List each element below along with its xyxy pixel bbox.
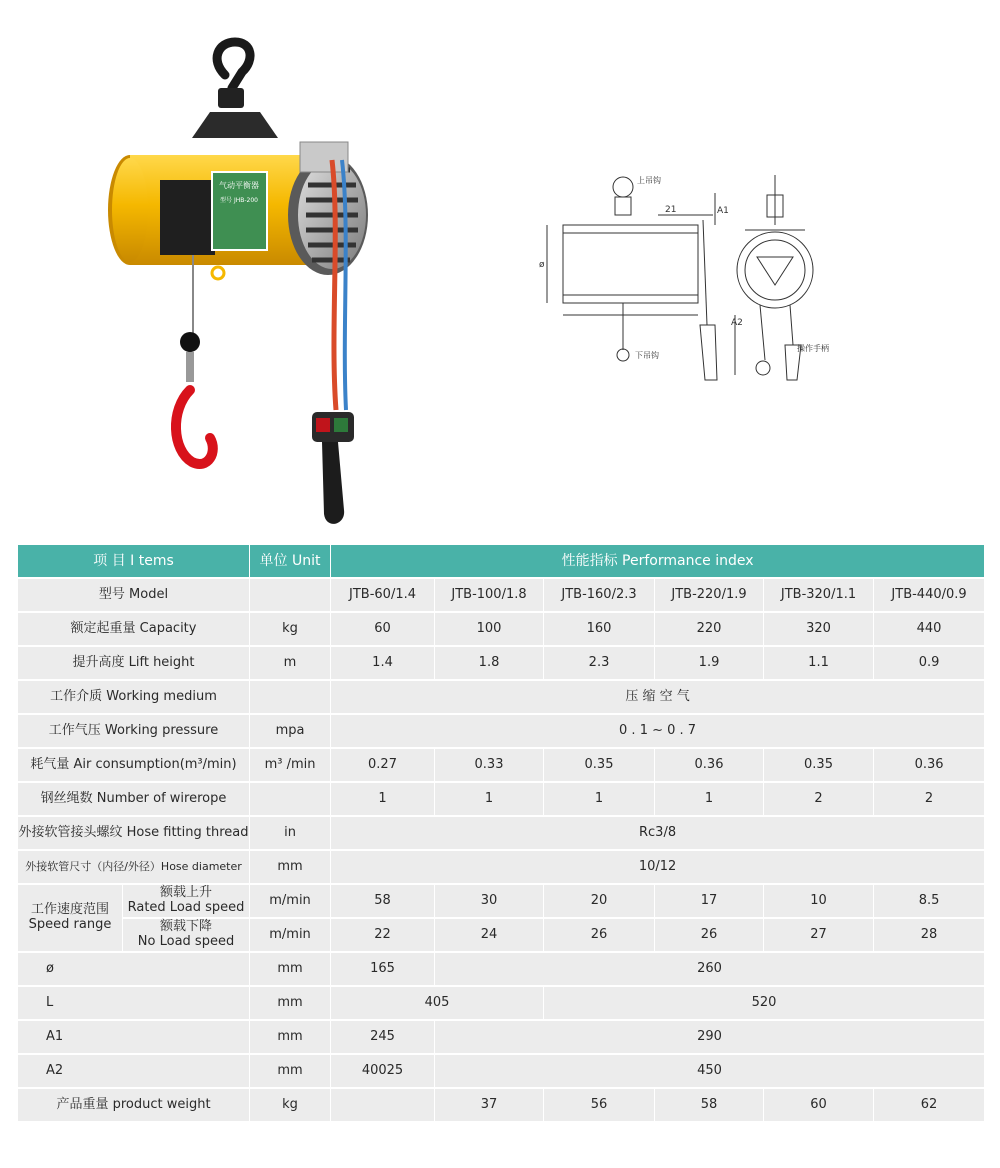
- cell: 62: [874, 1089, 985, 1123]
- nameplate-line-1: 气动平衡器: [219, 181, 259, 190]
- cell: JTB-160/2.3: [544, 579, 655, 613]
- cell: 0.9: [874, 647, 985, 681]
- rated-en: Rated Load speed: [127, 900, 245, 915]
- rated-speed-label: [123, 885, 250, 919]
- cell: 40025: [331, 1055, 435, 1089]
- row-label: 工作气压 Working pressure: [18, 715, 250, 749]
- cell: 10: [764, 885, 874, 919]
- header-items: 项 目 I tems: [18, 545, 250, 579]
- cell: 0.27: [331, 749, 435, 783]
- cell: 2: [874, 783, 985, 817]
- merged-cell: 0 . 1 ~ 0 . 7: [331, 715, 985, 749]
- row-unit: [250, 579, 331, 613]
- row-unit: [250, 681, 331, 715]
- stopper-ball: [180, 332, 200, 352]
- table-row: [18, 681, 985, 715]
- cell: 27: [764, 919, 874, 953]
- cell: 8.5: [874, 885, 985, 919]
- label-dim-a1: A1: [717, 206, 729, 216]
- cell: 22: [331, 919, 435, 953]
- row-label: 型号 Model: [18, 579, 250, 613]
- cell: 60: [764, 1089, 874, 1123]
- speed-range-label: [18, 885, 123, 953]
- row-unit: m/min: [250, 919, 331, 953]
- table-row: [18, 783, 985, 817]
- cell: JTB-100/1.8: [435, 579, 544, 613]
- row-label: ø: [18, 953, 250, 987]
- table-row: [18, 953, 985, 987]
- cell: 165: [331, 953, 435, 987]
- label-lower-hook: 下吊钩: [635, 351, 659, 360]
- control-handle: [312, 412, 354, 524]
- balancer-body: [108, 155, 310, 279]
- merged-cell: 450: [435, 1055, 985, 1089]
- row-label: 钢丝绳数 Number of wirerope: [18, 783, 250, 817]
- cell: 58: [655, 1089, 764, 1123]
- rated-cn: 额载上升: [160, 885, 213, 901]
- noload-en: No Load speed: [137, 934, 235, 949]
- row-unit: mm: [250, 851, 331, 885]
- row-label: 提升高度 Lift height: [18, 647, 250, 681]
- cell: 0.33: [435, 749, 544, 783]
- row-label: 产品重量 product weight: [18, 1089, 250, 1123]
- cell: 1: [655, 783, 764, 817]
- cell: 1: [544, 783, 655, 817]
- cell: 440: [874, 613, 985, 647]
- cell: 30: [435, 885, 544, 919]
- table-row: [18, 749, 985, 783]
- cell: JTB-60/1.4: [331, 579, 435, 613]
- cell: 0.35: [544, 749, 655, 783]
- row-label: 外接软管尺寸（内径/外径）Hose diameter: [18, 851, 250, 885]
- lower-hook-icon: [176, 390, 213, 464]
- cell: 100: [435, 613, 544, 647]
- row-unit: mm: [250, 987, 331, 1021]
- speed-label-en: Speed range: [28, 917, 112, 932]
- merged-cell: 压 缩 空 气: [331, 681, 985, 715]
- speed-label-cn: 工作速度范围: [30, 902, 109, 918]
- label-handle: 操作手柄: [797, 344, 829, 353]
- end-cap: [288, 142, 368, 275]
- label-dim-21: 21: [665, 205, 677, 215]
- merged-cell: Rc3/8: [331, 817, 985, 851]
- cell: 1.1: [764, 647, 874, 681]
- row-label: A1: [18, 1021, 250, 1055]
- cell: 245: [331, 1021, 435, 1055]
- cell: 220: [655, 613, 764, 647]
- table-row: [18, 851, 985, 885]
- table-row: [18, 987, 985, 1021]
- row-unit: [250, 783, 331, 817]
- cell: JTB-220/1.9: [655, 579, 764, 613]
- cell: 24: [435, 919, 544, 953]
- cell: 20: [544, 885, 655, 919]
- table-row: [18, 885, 985, 919]
- row-unit: m³ /min: [250, 749, 331, 783]
- table-row: [18, 1089, 985, 1123]
- cell: 17: [655, 885, 764, 919]
- table-row: [18, 919, 985, 953]
- row-unit: mpa: [250, 715, 331, 749]
- header-performance: 性能指标 Performance index: [331, 545, 985, 579]
- noload-speed-label: [123, 919, 250, 953]
- table-row: [18, 647, 985, 681]
- cell: 58: [331, 885, 435, 919]
- row-label: 耗气量 Air consumption(m³/min): [18, 749, 250, 783]
- nameplate-line-2: 型号 JHB-200: [220, 197, 258, 204]
- spec-table: [18, 545, 985, 1123]
- row-unit: in: [250, 817, 331, 851]
- row-unit: mm: [250, 1021, 331, 1055]
- cell: 56: [544, 1089, 655, 1123]
- row-unit: mm: [250, 1055, 331, 1089]
- row-label: 外接软管接头螺纹 Hose fitting thread: [18, 817, 250, 851]
- row-unit: kg: [250, 1089, 331, 1123]
- cell: 1.8: [435, 647, 544, 681]
- cell: 1.4: [331, 647, 435, 681]
- cell: JTB-320/1.1: [764, 579, 874, 613]
- cell: 37: [435, 1089, 544, 1123]
- row-label: L: [18, 987, 250, 1021]
- row-label: 工作介质 Working medium: [18, 681, 250, 715]
- product-photo: [100, 30, 400, 540]
- merged-cell: 260: [435, 953, 985, 987]
- merged-cell: 405: [331, 987, 544, 1021]
- cell: 2.3: [544, 647, 655, 681]
- cell: 1.9: [655, 647, 764, 681]
- cell: 0.36: [874, 749, 985, 783]
- cell: 1: [331, 783, 435, 817]
- row-unit: m: [250, 647, 331, 681]
- top-hook-icon: [192, 42, 278, 138]
- merged-cell: 520: [544, 987, 985, 1021]
- cell: 26: [655, 919, 764, 953]
- table-row: [18, 1055, 985, 1089]
- table-row: [18, 1021, 985, 1055]
- table-row: [18, 715, 985, 749]
- table-header-row: [18, 545, 985, 579]
- row-label: 额定起重量 Capacity: [18, 613, 250, 647]
- cell: 26: [544, 919, 655, 953]
- header-unit: 单位 Unit: [250, 545, 331, 579]
- cell: 1: [435, 783, 544, 817]
- merged-cell: 290: [435, 1021, 985, 1055]
- noload-cn: 额载下降: [160, 919, 213, 935]
- label-dim-phi: ø: [539, 260, 545, 270]
- cell: 2: [764, 783, 874, 817]
- label-dim-a2: A2: [731, 318, 743, 328]
- row-label: A2: [18, 1055, 250, 1089]
- table-row: [18, 817, 985, 851]
- technical-drawing: [535, 165, 855, 390]
- table-row: [18, 579, 985, 613]
- label-upper-hook: 上吊钩: [637, 176, 661, 185]
- cell: [331, 1089, 435, 1123]
- table-row: [18, 613, 985, 647]
- cell: 60: [331, 613, 435, 647]
- row-unit: mm: [250, 953, 331, 987]
- cell: 320: [764, 613, 874, 647]
- cell: 0.35: [764, 749, 874, 783]
- cell: 28: [874, 919, 985, 953]
- cell: 160: [544, 613, 655, 647]
- cell: 0.36: [655, 749, 764, 783]
- merged-cell: 10/12: [331, 851, 985, 885]
- row-unit: m/min: [250, 885, 331, 919]
- row-unit: kg: [250, 613, 331, 647]
- cell: JTB-440/0.9: [874, 579, 985, 613]
